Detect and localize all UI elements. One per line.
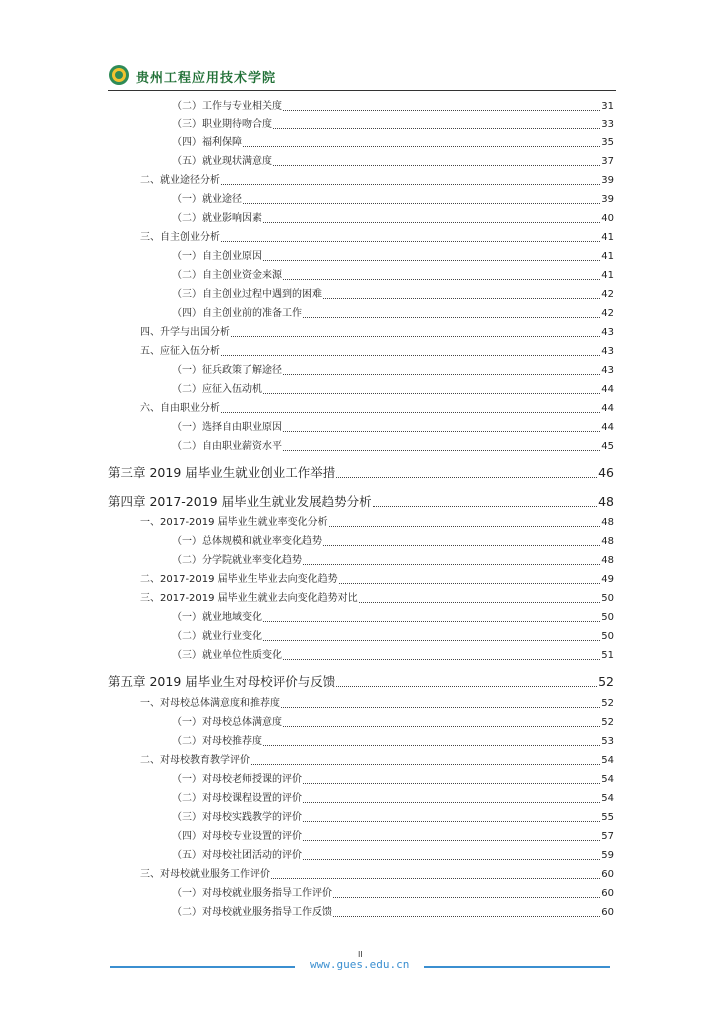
toc-leader-dots xyxy=(221,240,600,242)
toc-leader-dots xyxy=(283,449,600,451)
toc-entry[interactable] xyxy=(172,792,614,806)
toc-entry-title: （一）就业途径 xyxy=(172,194,242,205)
toc-entry-page: 54 xyxy=(601,774,614,785)
toc-entry[interactable] xyxy=(172,887,614,901)
toc-leader-dots xyxy=(329,525,601,527)
toc-entry-title: （二）分学院就业率变化趋势 xyxy=(172,555,302,566)
toc-entry[interactable] xyxy=(172,649,614,663)
toc-entry-page: 39 xyxy=(601,175,614,186)
toc-entry[interactable] xyxy=(172,269,614,283)
toc-leader-dots xyxy=(273,164,600,166)
toc-entry-title: （三）对母校实践教学的评价 xyxy=(172,812,302,823)
toc-entry-page: 60 xyxy=(601,907,614,918)
toc-leader-dots xyxy=(283,430,600,432)
toc-entry-page: 55 xyxy=(601,812,614,823)
toc-leader-dots xyxy=(336,685,597,687)
toc-entry-page: 45 xyxy=(601,441,614,452)
toc-entry[interactable] xyxy=(172,735,614,749)
toc-entry-title: 一、2017-2019 届毕业生就业率变化分析 xyxy=(140,517,328,528)
toc-entry-page: 50 xyxy=(601,593,614,604)
toc-entry-page: 42 xyxy=(601,308,614,319)
toc-entry[interactable] xyxy=(172,611,614,625)
toc-entry[interactable] xyxy=(140,592,614,606)
toc-entry[interactable] xyxy=(140,754,614,768)
toc-leader-dots xyxy=(283,725,600,727)
toc-entry-page: 52 xyxy=(601,717,614,728)
toc-entry-page: 59 xyxy=(601,850,614,861)
toc-entry[interactable] xyxy=(140,573,614,587)
toc-leader-dots xyxy=(281,706,600,708)
toc-entry-page: 48 xyxy=(598,494,614,509)
toc-entry-title: （一）对母校就业服务指导工作评价 xyxy=(172,888,332,899)
toc-leader-dots xyxy=(221,354,600,356)
toc-entry-page: 43 xyxy=(601,327,614,338)
toc-entry[interactable] xyxy=(172,155,614,169)
toc-entry[interactable] xyxy=(172,811,614,825)
toc-entry-title: （二）自由职业薪资水平 xyxy=(172,441,282,452)
toc-leader-dots xyxy=(339,582,601,584)
toc-entry-title: （一）征兵政策了解途径 xyxy=(172,365,282,376)
toc-entry-page: 39 xyxy=(601,194,614,205)
toc-leader-dots xyxy=(333,896,600,898)
footer-url[interactable]: www.gues.edu.cn xyxy=(310,958,410,971)
toc-entry-title: 三、自主创业分析 xyxy=(140,232,220,243)
toc-entry-title: 第五章 2019 届毕业生对母校评价与反馈 xyxy=(108,674,336,689)
toc-leader-dots xyxy=(263,620,600,622)
toc-entry[interactable] xyxy=(172,849,614,863)
toc-entry[interactable] xyxy=(172,136,614,150)
toc-leader-dots xyxy=(221,411,600,413)
toc-entry-title: （一）对母校老师授课的评价 xyxy=(172,774,302,785)
toc-entry[interactable] xyxy=(172,421,614,435)
toc-leader-dots xyxy=(231,335,600,337)
toc-entry-title: （二）对母校课程设置的评价 xyxy=(172,793,302,804)
toc-entry-title: （一）对母校总体满意度 xyxy=(172,717,282,728)
toc-entry-page: 60 xyxy=(601,888,614,899)
school-logo-icon xyxy=(108,64,130,86)
toc-entry-page: 54 xyxy=(601,755,614,766)
toc-entry-title: 第三章 2019 届毕业生就业创业工作举措 xyxy=(108,465,336,480)
toc-entry-page: 37 xyxy=(601,156,614,167)
toc-entry-page: 48 xyxy=(601,517,614,528)
toc-entry-page: 43 xyxy=(601,365,614,376)
toc-entry-title: （五）对母校社团活动的评价 xyxy=(172,850,302,861)
toc-entry-title: （一）总体规模和就业率变化趋势 xyxy=(172,536,322,547)
toc-entry-title: （五）就业现状满意度 xyxy=(172,156,272,167)
toc-entry-page: 52 xyxy=(598,674,614,689)
toc-entry-page: 51 xyxy=(601,650,614,661)
toc-leader-dots xyxy=(251,763,600,765)
toc-entry-title: （四）自主创业前的准备工作 xyxy=(172,308,302,319)
toc-entry[interactable] xyxy=(140,231,614,245)
toc-leader-dots xyxy=(303,801,600,803)
toc-entry-page: 49 xyxy=(601,574,614,585)
toc-leader-dots xyxy=(263,639,600,641)
toc-entry-title: （二）应征入伍动机 xyxy=(172,384,262,395)
toc-leader-dots xyxy=(283,373,600,375)
toc-entry-title: 第四章 2017-2019 届毕业生就业发展趋势分析 xyxy=(108,494,372,509)
toc-entry-page: 54 xyxy=(601,793,614,804)
toc-entry-page: 46 xyxy=(598,465,614,480)
toc-entry-page: 44 xyxy=(601,384,614,395)
toc-entry[interactable] xyxy=(172,288,614,302)
toc-entry-title: （二）工作与专业相关度 xyxy=(172,101,282,112)
toc-leader-dots xyxy=(263,744,600,746)
toc-entry-page: 60 xyxy=(601,869,614,880)
toc-entry-title: （二）对母校推荐度 xyxy=(172,736,262,747)
toc-entry-page: 31 xyxy=(601,101,614,112)
toc-entry[interactable] xyxy=(140,402,614,416)
toc-leader-dots xyxy=(373,505,598,507)
toc-entry-title: 六、自由职业分析 xyxy=(140,403,220,414)
toc-entry-page: 53 xyxy=(601,736,614,747)
toc-entry[interactable] xyxy=(172,212,614,226)
toc-entry[interactable] xyxy=(172,830,614,844)
toc-leader-dots xyxy=(303,839,600,841)
toc-entry-page: 33 xyxy=(601,119,614,130)
toc-entry-page: 48 xyxy=(601,536,614,547)
toc-leader-dots xyxy=(303,858,600,860)
toc-entry-page: 44 xyxy=(601,422,614,433)
toc-entry-title: （四）福利保障 xyxy=(172,137,242,148)
toc-entry[interactable] xyxy=(172,307,614,321)
toc-leader-dots xyxy=(303,563,600,565)
toc-entry[interactable] xyxy=(140,697,614,711)
toc-entry-page: 41 xyxy=(601,270,614,281)
toc-entry[interactable] xyxy=(140,345,614,359)
toc-entry[interactable] xyxy=(172,716,614,730)
toc-entry-title: 三、2017-2019 届毕业生就业去向变化趋势对比 xyxy=(140,593,358,604)
toc-entry-title: （三）职业期待吻合度 xyxy=(172,119,272,130)
toc-entry[interactable] xyxy=(140,868,614,882)
toc-entry-page: 50 xyxy=(601,631,614,642)
toc-chapter[interactable] xyxy=(108,673,614,690)
toc-leader-dots xyxy=(271,877,600,879)
toc-leader-dots xyxy=(323,297,600,299)
footer-line-right xyxy=(424,966,610,968)
toc-entry-page: 50 xyxy=(601,612,614,623)
toc-leader-dots xyxy=(333,915,600,917)
toc-leader-dots xyxy=(263,392,600,394)
toc-chapter[interactable] xyxy=(108,464,614,481)
toc-entry[interactable] xyxy=(172,383,614,397)
toc-leader-dots xyxy=(283,109,600,111)
toc-leader-dots xyxy=(273,127,600,129)
toc-entry[interactable] xyxy=(172,250,614,264)
toc-entry-page: 48 xyxy=(601,555,614,566)
page-number: II xyxy=(358,950,363,959)
school-name: 贵州工程应用技术学院 xyxy=(136,71,277,86)
toc-entry-title: （二）对母校就业服务指导工作反馈 xyxy=(172,907,332,918)
toc-leader-dots xyxy=(359,601,601,603)
toc-entry-title: （一）自主创业原因 xyxy=(172,251,262,262)
toc-entry-page: 52 xyxy=(601,698,614,709)
toc-entry[interactable] xyxy=(172,630,614,644)
toc-entry-page: 42 xyxy=(601,289,614,300)
toc-entry-page: 41 xyxy=(601,232,614,243)
toc-entry[interactable] xyxy=(172,554,614,568)
toc-leader-dots xyxy=(283,658,600,660)
toc-entry-title: （一）就业地域变化 xyxy=(172,612,262,623)
toc-entry[interactable] xyxy=(172,535,614,549)
toc-entry-title: 三、对母校就业服务工作评价 xyxy=(140,869,270,880)
toc-entry-title: 二、就业途径分析 xyxy=(140,175,220,186)
toc-entry[interactable] xyxy=(140,326,614,340)
toc-entry-title: （三）自主创业过程中遇到的困难 xyxy=(172,289,322,300)
toc-entry-title: 五、应征入伍分析 xyxy=(140,346,220,357)
toc-entry-page: 43 xyxy=(601,346,614,357)
toc-entry[interactable] xyxy=(172,906,614,920)
toc-entry-title: 二、2017-2019 届毕业生毕业去向变化趋势 xyxy=(140,574,338,585)
toc-entry[interactable] xyxy=(172,364,614,378)
toc-entry-title: （四）对母校专业设置的评价 xyxy=(172,831,302,842)
toc-entry-title: （三）就业单位性质变化 xyxy=(172,650,282,661)
toc-leader-dots xyxy=(336,476,597,478)
toc-entry-title: （二）自主创业资金来源 xyxy=(172,270,282,281)
toc-leader-dots xyxy=(303,782,600,784)
toc-entry-title: 一、对母校总体满意度和推荐度 xyxy=(140,698,280,709)
toc-leader-dots xyxy=(263,221,600,223)
toc-entry-page: 41 xyxy=(601,251,614,262)
toc-entry[interactable] xyxy=(140,174,614,188)
toc-entry[interactable] xyxy=(140,516,614,530)
footer-line-left xyxy=(110,966,295,968)
toc-leader-dots xyxy=(263,259,600,261)
toc-entry[interactable] xyxy=(172,118,614,132)
toc-leader-dots xyxy=(303,820,600,822)
toc-leader-dots xyxy=(323,544,600,546)
toc-entry[interactable] xyxy=(172,100,614,114)
toc-entry-page: 44 xyxy=(601,403,614,414)
toc-entry-page: 35 xyxy=(601,137,614,148)
toc-leader-dots xyxy=(303,316,600,318)
toc-entry[interactable] xyxy=(172,440,614,454)
toc-leader-dots xyxy=(283,278,600,280)
page-header xyxy=(108,62,616,92)
toc-entry[interactable] xyxy=(172,193,614,207)
toc-leader-dots xyxy=(221,183,600,185)
toc-entry-title: （一）选择自由职业原因 xyxy=(172,422,282,433)
toc-entry-title: 四、升学与出国分析 xyxy=(140,327,230,338)
toc-entry[interactable] xyxy=(172,773,614,787)
toc-entry-page: 40 xyxy=(601,213,614,224)
toc-leader-dots xyxy=(243,202,600,204)
toc-leader-dots xyxy=(243,145,600,147)
toc-entry-title: （二）就业行业变化 xyxy=(172,631,262,642)
toc-entry-title: （二）就业影响因素 xyxy=(172,213,262,224)
header-divider xyxy=(108,90,616,91)
toc-chapter[interactable] xyxy=(108,493,614,510)
toc-entry-title: 二、对母校教育教学评价 xyxy=(140,755,250,766)
toc-entry-page: 57 xyxy=(601,831,614,842)
